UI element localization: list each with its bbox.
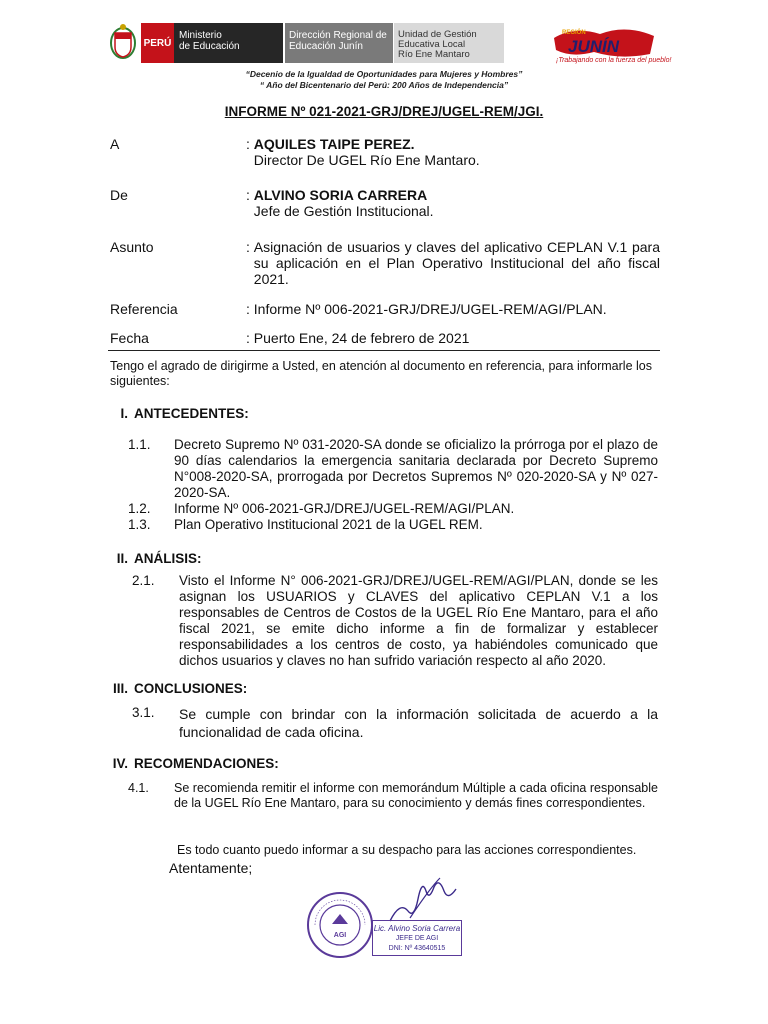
- intro-paragraph: Tengo el agrado de dirigirme a Usted, en atención al documento en referencia, para informarle los siguientes:: [110, 359, 652, 388]
- list-item: Se cumple con brindar con la información solicitada de acuerdo a la funcionalidad de cada oficina.: [179, 706, 658, 740]
- field-a-value: : AQUILES TAIPE PEREZ. Director De UGEL Río Ene Mantaro.: [246, 136, 480, 168]
- farewell: Atentamente;: [169, 860, 253, 876]
- field-referencia-label: Referencia: [110, 301, 178, 317]
- list-item: Se recomienda remitir el informe con memorándum Múltiple a cada oficina responsable de la UGEL Río Ene Mantaro, para su conocimiento y demás fines correspondientes.: [174, 781, 658, 810]
- asunto-text: Asignación de usuarios y claves del aplicativo CEPLAN V.1 para su aplicación en el Plan Operativo Institucional del año fiscal 2021.: [253, 239, 660, 287]
- field-de-value: : ALVINO SORIA CARRERA Jefe de Gestión Institucional.: [246, 187, 434, 219]
- list-item: Visto el Informe N° 006-2021-GRJ/DREJ/UGEL-REM/AGI/PLAN, donde se les asignan los USUARIOS y CLAVES del aplicativo CEPLAN V.1 a los responsables de Centros de Costos de la UGEL Río Ene Mantaro, para el año fiscal 2021, se emite dicho informe a fin de formalizar y establecer responsabilidades a los centros de costo, ya habiéndoles comunicado que dichos usuarios y claves no han sufrido variación respecto al año 2020.: [179, 573, 658, 668]
- list-item: Informe Nº 006-2021-GRJ/DREJ/UGEL-REM/AGI/PLAN.: [174, 501, 515, 516]
- referencia-text: Informe Nº 006-2021-GRJ/DREJ/UGEL-REM/AGI/PLAN.: [253, 301, 607, 317]
- item-number: 4.1.: [128, 781, 149, 795]
- field-fecha-label: Fecha: [110, 330, 149, 346]
- item-number: 1.1.: [128, 437, 151, 452]
- item-number: 1.2.: [128, 501, 151, 516]
- list-item: Decreto Supremo Nº 031-2020-SA donde se oficializo la prórroga por el plazo de 90 días calendarios la emergencia sanitaria declarada por Decreto Supremo N°008-2020-SA, prorrogada por Decretos Supremos Nº 020-2020-SA y Nº 027-2020-SA.: [174, 437, 658, 500]
- handwritten-signature: [380, 876, 460, 926]
- signer-name: Lic. Alvino Soria Carrera: [373, 924, 461, 933]
- list-item: Plan Operativo Institucional 2021 de la UGEL REM.: [174, 517, 483, 532]
- peru-label: PERÚ: [141, 23, 174, 63]
- item-number: 2.1.: [132, 573, 155, 588]
- sender-name: ALVINO SORIA CARRERA: [253, 187, 428, 203]
- field-fecha-value: : Puerto Ene, 24 de febrero de 2021: [246, 330, 470, 346]
- field-asunto-label: Asunto: [110, 239, 154, 255]
- decenio-line-1: “Decenio de la Igualdad de Oportunidades para Mujeres y Hombres”: [245, 69, 523, 79]
- closing-sentence: Es todo cuanto puedo informar a su despacho para las acciones correspondientes.: [177, 843, 637, 857]
- signer-dni: DNI: Nº 43640515: [388, 945, 446, 952]
- ministry-label: Ministerio de Educación: [174, 23, 283, 63]
- item-number: 3.1.: [132, 705, 155, 720]
- dre-label: Dirección Regional de Educación Junín: [285, 23, 393, 63]
- header-divider: [108, 350, 660, 351]
- section-antecedentes-heading: I. ANTECEDENTES:: [120, 406, 249, 421]
- field-a-label: A: [110, 136, 120, 152]
- signer-role: JEFE DE AGI: [395, 935, 439, 942]
- fecha-text: Puerto Ene, 24 de febrero de 2021: [253, 330, 470, 346]
- peru-coat-of-arms-icon: [105, 21, 141, 63]
- signer-stamp: [372, 920, 462, 956]
- recipient-role: Director De UGEL Río Ene Mantaro.: [253, 152, 480, 168]
- report-title: INFORME Nº 021-2021-GRJ/DREJ/UGEL-REM/JGI.: [224, 104, 544, 119]
- field-referencia-value: : Informe Nº 006-2021-GRJ/DREJ/UGEL-REM/AGI/PLAN.: [246, 301, 607, 317]
- svg-text:JUNÍN: JUNÍN: [568, 37, 620, 56]
- item-number: 1.3.: [128, 517, 151, 532]
- field-asunto-value: : Asignación de usuarios y claves del aplicativo CEPLAN V.1 para su aplicación en el Plan Operativo Institucional del año fiscal 2021.: [246, 239, 660, 287]
- section-recomendaciones-heading: IV. RECOMENDACIONES:: [112, 756, 279, 771]
- decenio-line-2: “ Año del Bicentenario del Perú: 200 Años de Independencia”: [259, 80, 509, 90]
- field-de-label: De: [110, 187, 128, 203]
- ugel-label: Unidad de Gestión Educativa Local Río Ene Mantaro: [394, 23, 504, 63]
- sender-role: Jefe de Gestión Institucional.: [253, 203, 434, 219]
- svg-text:AGI: AGI: [333, 932, 347, 939]
- section-analisis-heading: II. ANÁLISIS:: [116, 551, 202, 566]
- section-conclusiones-heading: III. CONCLUSIONES:: [112, 681, 248, 696]
- svg-text:REGIÓN: REGIÓN: [562, 30, 586, 36]
- recipient-name: AQUILES TAIPE PEREZ.: [253, 136, 415, 152]
- ugel-seal-stamp: [305, 890, 375, 960]
- junin-slogan: ¡Trabajando con la fuerza del pueblo!: [556, 57, 672, 64]
